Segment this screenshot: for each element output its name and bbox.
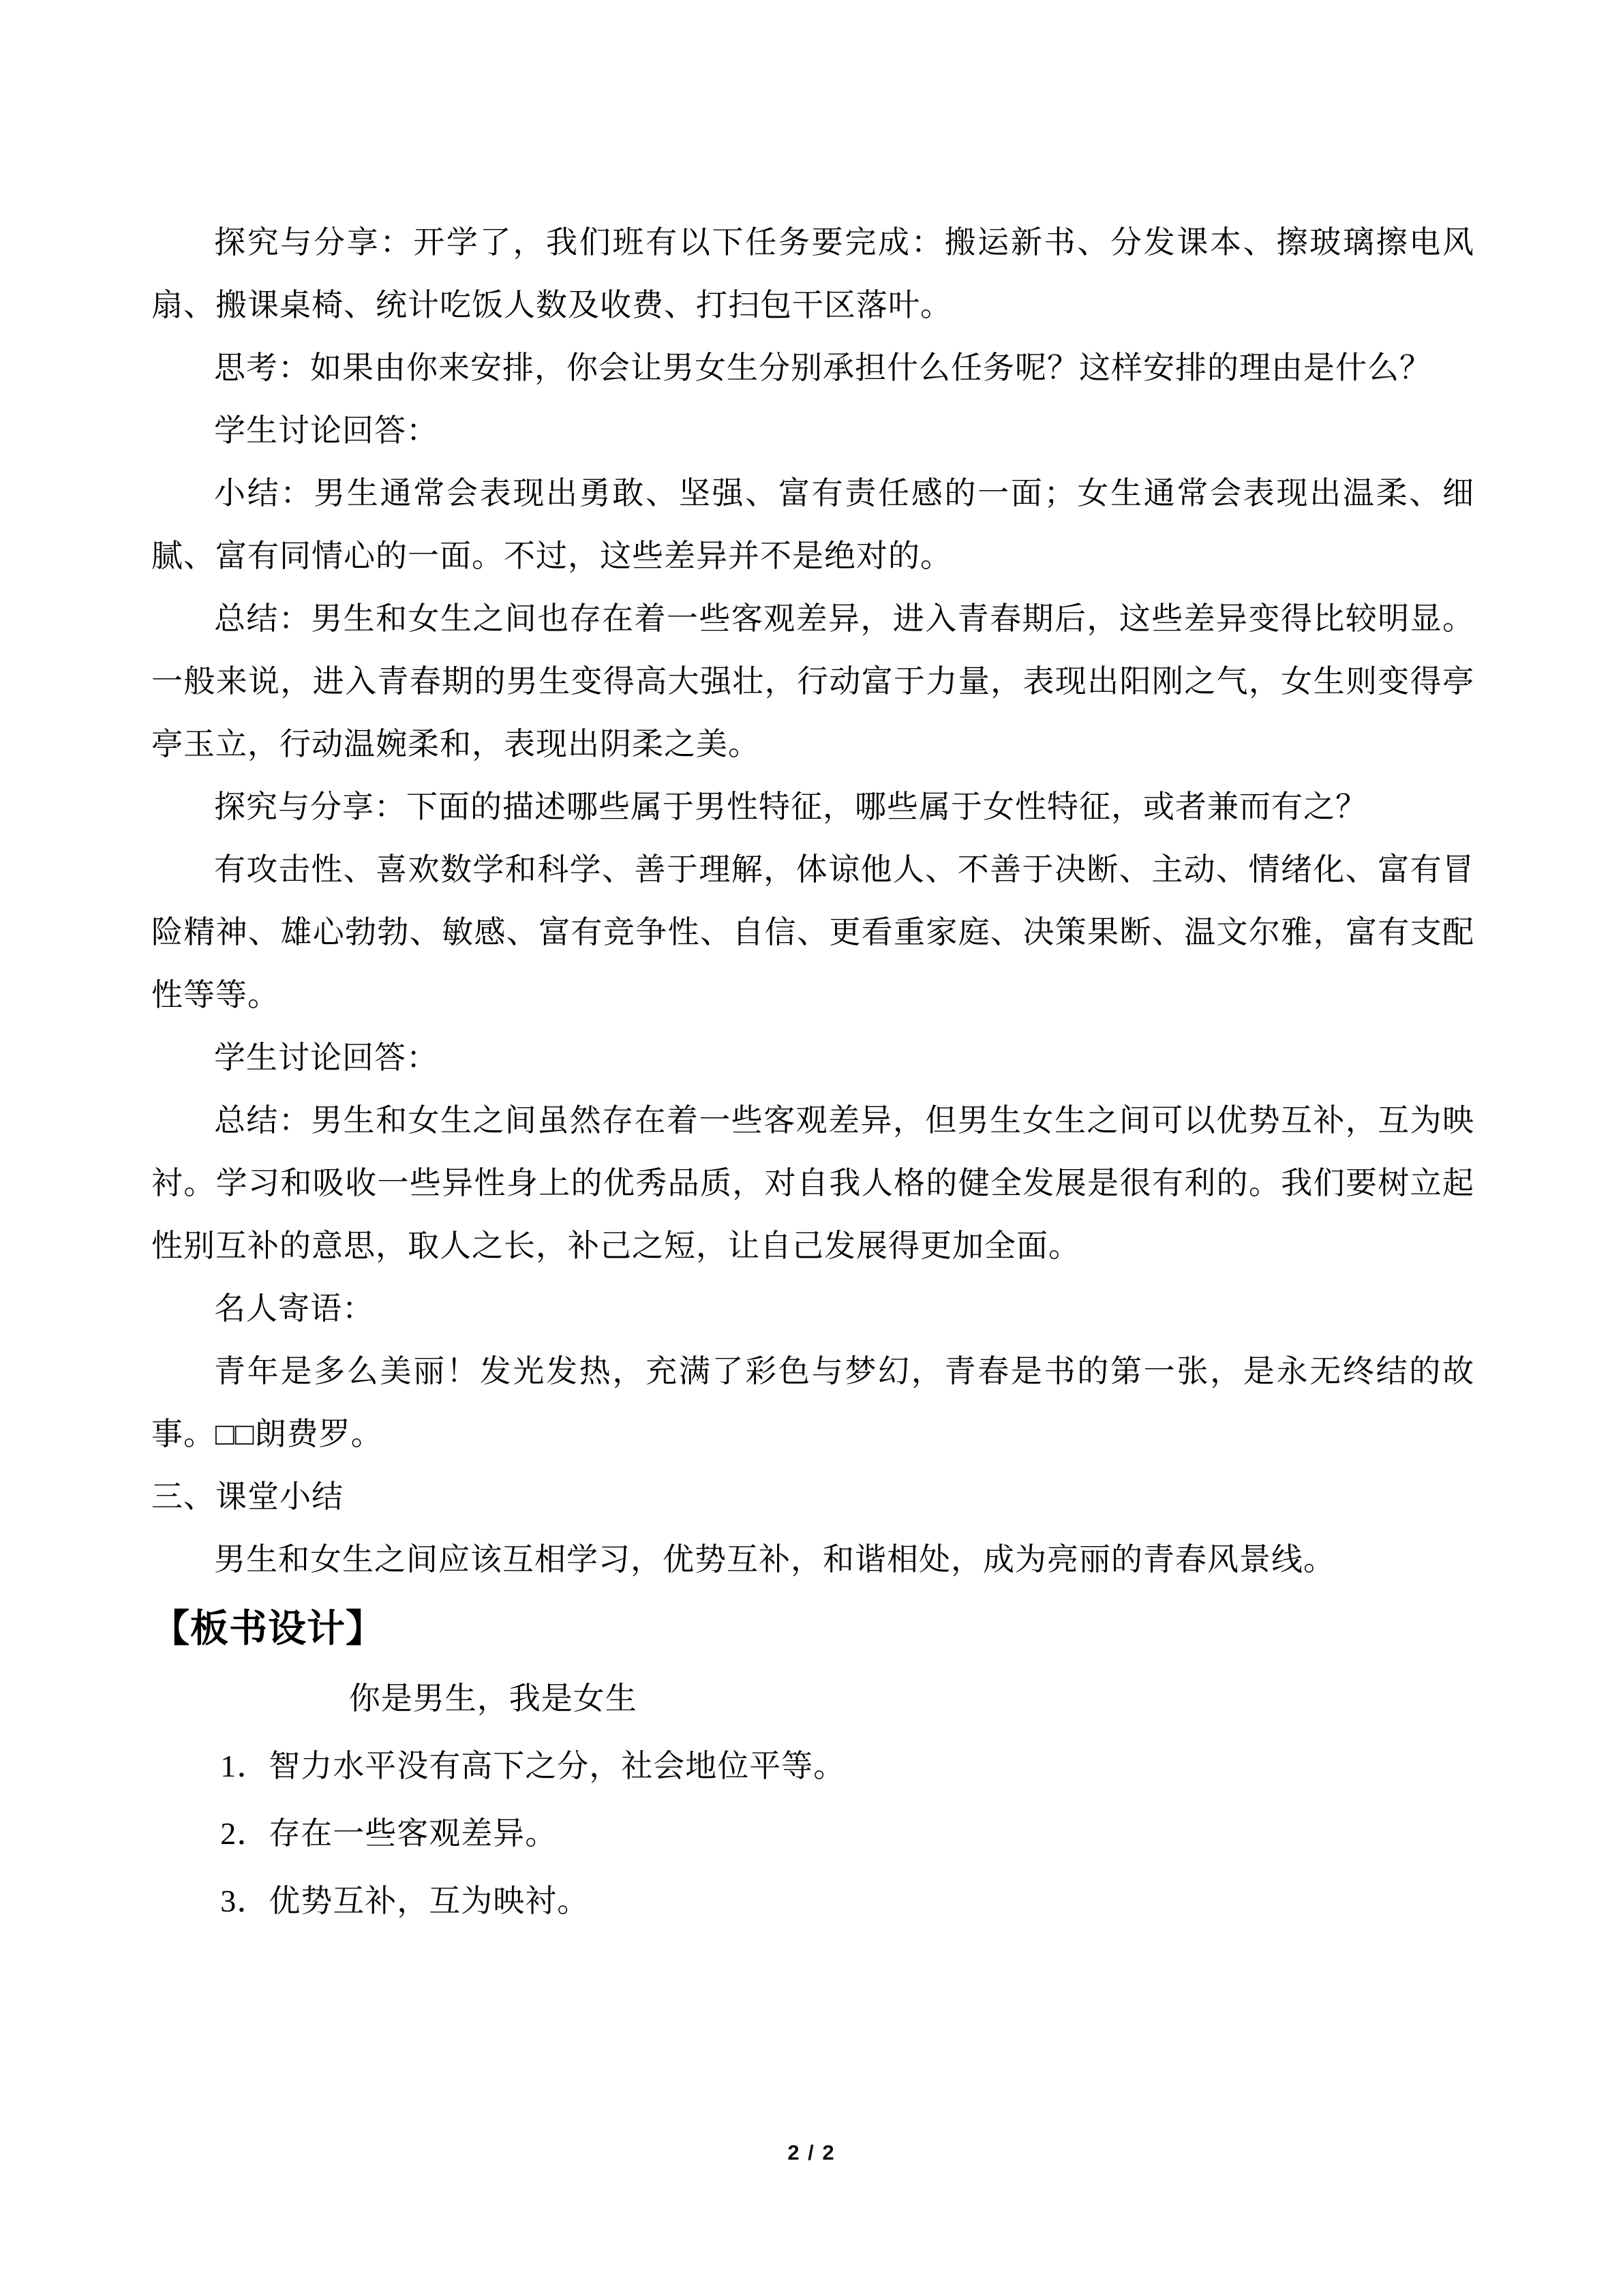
paragraph-explore-share-2: 探究与分享：下面的描述哪些属于男性特征，哪些属于女性特征，或者兼而有之？: [214, 789, 1367, 824]
paragraph-summary-2: 总结：男生和女生之间虽然存在着一些客观差异，但男生女生之间可以优势互补，互为映衬。学习和吸收一些异性身上的优秀品质，对自我人格的健全发展是很有利的。我们要树立起性别互补的意思，取人之长，补己之短，让自己发展得更加全面。: [151, 1103, 1474, 1263]
section-heading-class-summary: 三、课堂小结: [151, 1479, 344, 1514]
paragraph-summary-1: 总结：男生和女生之间也存在着一些客观差异，进入青春期后，这些差异变得比较明显。一般来说，进入青春期的男生变得高大强壮，行动富于力量，表现出阳刚之气，女生则变得亭亭玉立，行动温婉柔和，表现出阴柔之美。: [151, 601, 1474, 761]
board-design-title: 你是男生，我是女生: [348, 1681, 637, 1716]
paragraph-student-discussion-1: 学生讨论回答：: [214, 413, 438, 448]
board-design-point-3: 3．优势互补，互为映衬。: [220, 1884, 590, 1918]
paragraph-traits-list: 有攻击性、喜欢数学和科学、善于理解，体谅他人、不善于决断、主动、情绪化、富有冒险精神、雄心勃勃、敏感、富有竞争性、自信、更看重家庭、决策果断、温文尔雅，富有支配性等等。: [151, 852, 1474, 1012]
paragraph-celebrity-quote: 青年是多么美丽！发光发热，充满了彩色与梦幻，青春是书的第一张，是永无终结的故事。□□朗费罗。: [151, 1354, 1474, 1451]
board-design-heading: 【板书设计】: [151, 1608, 384, 1650]
page-number-indicator: 2 / 2: [787, 2141, 836, 2164]
board-design-point-1: 1．智力水平没有高下之分，社会地位平等。: [220, 1749, 846, 1783]
paragraph-class-summary: 男生和女生之间应该互相学习，优势互补，和谐相处，成为亮丽的青春风景线。: [214, 1542, 1335, 1577]
paragraph-brief-summary: 小结：男生通常会表现出勇敢、坚强、富有责任感的一面；女生通常会表现出温柔、细腻、富有同情心的一面。不过，这些差异并不是绝对的。: [151, 476, 1474, 573]
paragraph-think-question: 思考：如果由你来安排，你会让男女生分别承担什么任务呢？这样安排的理由是什么？: [214, 350, 1431, 385]
paragraph-student-discussion-2: 学生讨论回答：: [214, 1040, 438, 1075]
paragraph-explore-share-1: 探究与分享：开学了，我们班有以下任务要完成：搬运新书、分发课本、擦玻璃擦电风扇、搬课桌椅、统计吃饭人数及收费、打扫包干区落叶。: [151, 225, 1474, 322]
paragraph-celebrity-message-label: 名人寄语：: [214, 1291, 374, 1326]
document-content: [151, 211, 1474, 1933]
board-design-point-2: 2．存在一些客观差异。: [220, 1816, 558, 1851]
